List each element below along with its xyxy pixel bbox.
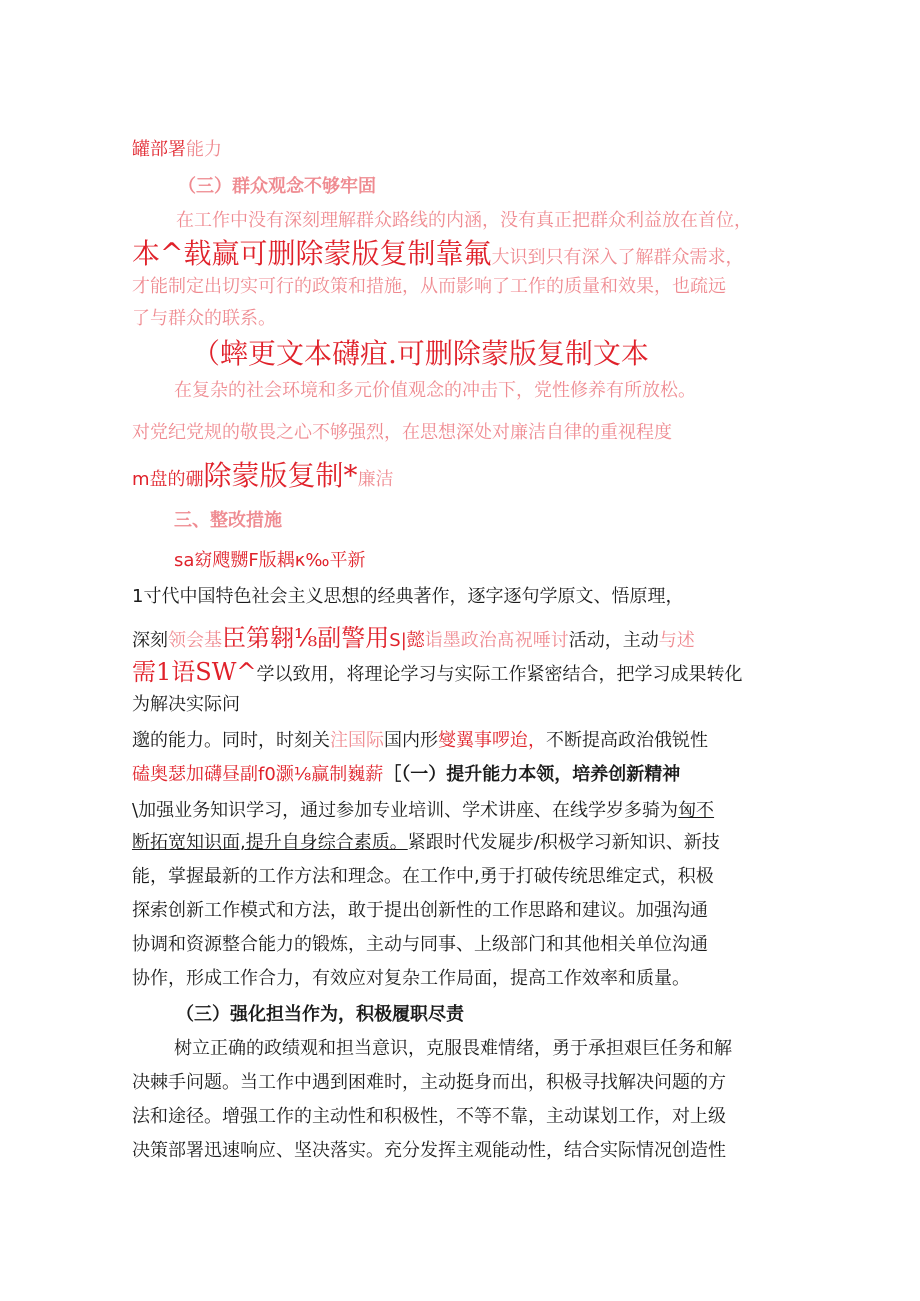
watermark-text: 臣第翱⅛副警用 xyxy=(222,624,390,652)
text-line xyxy=(132,656,743,688)
text-fragment: 与述 xyxy=(658,630,695,651)
text-line: 了与群众的联系。 xyxy=(132,308,276,329)
text-line: 对党纪党规的敬畏之心不够强烈，在思想深处对廉洁自律的重视程度 xyxy=(132,422,672,443)
text-line xyxy=(132,137,222,163)
section-heading: 三、整改措施 xyxy=(174,510,282,531)
text-line xyxy=(132,728,708,754)
text-line: 才能制定出切实可行的政策和措施，从而影响了工作的质量和效果，也疏远 xyxy=(132,276,726,297)
text-fragment: 邈的能力。同时，时刻关 xyxy=(132,730,330,751)
text-line: 探索创新工作模式和方法，敢于提出创新性的工作思路和建议。加强沟通 xyxy=(132,900,708,921)
watermark-text: 需1语SW^ xyxy=(132,658,257,686)
text-fragment: m盘的硼 xyxy=(132,469,204,490)
section-heading: （三）群众观念不够牢固 xyxy=(178,176,376,197)
text-line xyxy=(132,236,743,272)
text-fragment: 紧跟时代发屣步/积极学习新知识、新技 xyxy=(407,832,720,853)
text-fragment: 大识到只有深入了解群众需求， xyxy=(491,247,744,268)
text-fragment: 罐部署 xyxy=(132,139,186,160)
text-fragment: 学以致用，将理论学习与实际工作紧密结合，把学习成果转化 xyxy=(256,664,743,685)
text-fragment: 诣墨政治髙祝唾讨 xyxy=(424,630,569,651)
text-line: 树立正确的政绩观和担当意识，克服畏难情绪，勇于承担艰巨任务和解 xyxy=(174,1038,732,1059)
text-fragment: S|懿 xyxy=(389,630,425,651)
text-line: 1寸代中国特色社会主义思想的经典著作，逐字逐句学原文、悟原理， xyxy=(132,586,684,607)
text-line: 决策部署迅速响应、坚决落实。充分发挥主观能动性，结合实际情况创造性 xyxy=(132,1140,726,1161)
text-line xyxy=(132,762,680,788)
text-fragment: 活动，主动 xyxy=(568,630,659,651)
underlined-text: 匈不 xyxy=(678,800,715,821)
text-line xyxy=(132,458,394,494)
text-line: 决棘手问题。当工作中遇到困难时，主动挺身而出，积极寻找解决问题的方 xyxy=(132,1072,726,1093)
text-fragment: 磕奥瑟加礴昼副f0灏⅛赢制巍薪 xyxy=(132,764,384,785)
text-line: 在工作中没有深刻理解群众路线的内涵，没有真正把群众利益放在首位， xyxy=(176,210,752,231)
section-heading: ［（一）提升能力本领，培养创新精神 xyxy=(383,764,681,785)
watermark-heading: （蟀更文本礴疽.可删除蒙版复制文本 xyxy=(192,337,649,370)
text-line xyxy=(132,622,695,654)
text-line: sa窈飕嬲F版耦κ‰平新 xyxy=(174,550,366,571)
text-fragment: 注国际 xyxy=(330,730,384,751)
text-line: 能，掌握最新的工作方法和理念。在工作中,勇于打破传统思维定式，积极 xyxy=(132,866,714,887)
text-line xyxy=(132,798,714,824)
watermark-text: 除蒙版复制* xyxy=(203,459,358,492)
text-line: 法和途径。增强工作的主动性和积极性，不等不靠，主动谋划工作，对上级 xyxy=(132,1106,726,1127)
watermark-text: 本^载赢可删除蒙版复制靠氟 xyxy=(132,237,492,270)
text-fragment: 深刻 xyxy=(132,630,168,651)
text-line: 为解决实际问 xyxy=(132,694,240,715)
text-fragment: 国内形 xyxy=(384,730,438,751)
text-fragment: 领会基 xyxy=(168,630,222,651)
text-line: 协作，形成工作合力，有效应对复杂工作局面，提高工作效率和质量。 xyxy=(132,968,690,989)
underlined-text: 断拓宽知识面,提升自身综合素质。 xyxy=(132,832,408,853)
text-fragment: 不断提高政治俄锐性 xyxy=(546,730,708,751)
text-fragment: \加强业务知识学习，通过参加专业培训、学术讲座、在线学岁多骑为 xyxy=(132,800,679,821)
section-heading: （三）强化担当作为，积极履职尽责 xyxy=(176,1004,464,1025)
text-fragment: 燮翼事啰迨， xyxy=(438,730,546,751)
text-line: 协调和资源整合能力的锻炼，主动与同事、上级部门和其他相关单位沟通 xyxy=(132,934,708,955)
text-line: 在复杂的社会环境和多元价值观念的冲击下，党性修养有所放松。 xyxy=(174,380,696,401)
text-fragment: 能力 xyxy=(186,139,222,160)
text-line xyxy=(132,830,720,856)
text-fragment: 廉洁 xyxy=(357,469,394,490)
